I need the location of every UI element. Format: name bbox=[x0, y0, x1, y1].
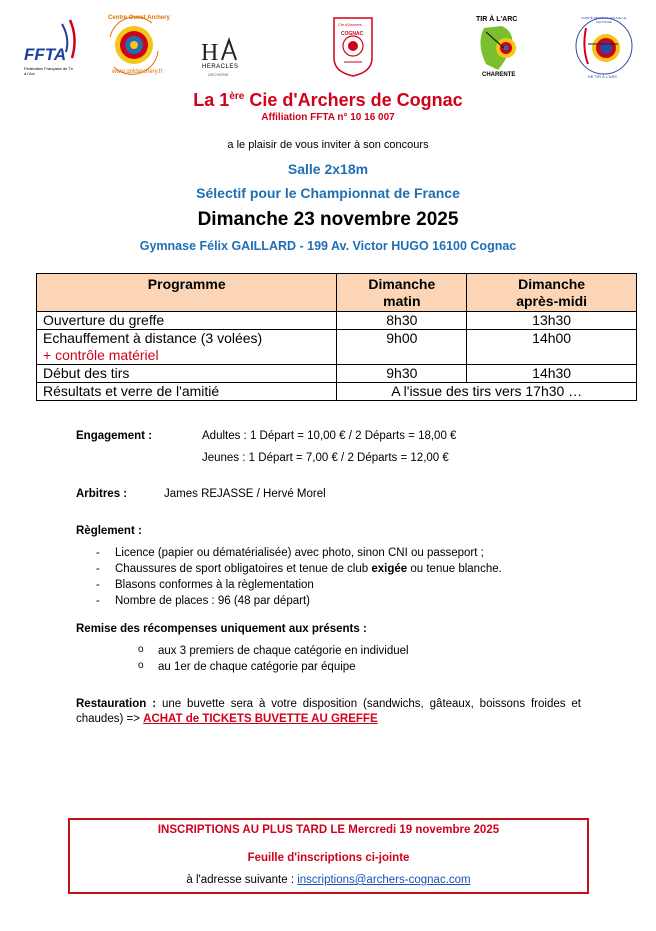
inscriptions-box bbox=[68, 818, 589, 894]
row-label-cell bbox=[37, 330, 337, 365]
logo-bar bbox=[0, 10, 656, 85]
reglement-label: Règlement : bbox=[76, 525, 142, 537]
inscriptions-address-label: à l'adresse suivante : bbox=[186, 874, 298, 886]
cognac-club-logo-name: Cie d'Archers bbox=[338, 22, 362, 27]
recompenses-label: Remise des récompenses uniquement aux présents : bbox=[76, 623, 367, 635]
inscriptions-email-link[interactable]: inscriptions@archers-cognac.com bbox=[297, 874, 471, 886]
comite-regional-logo bbox=[572, 12, 636, 80]
invitation-text: a le plaisir de vous inviter à son concours bbox=[227, 139, 429, 151]
header-aprem-line2: après-midi bbox=[516, 293, 588, 309]
title-suffix: Cie d'Archers de Cognac bbox=[244, 90, 463, 110]
reglement-list bbox=[96, 545, 502, 609]
arbitres-label: Arbitres : bbox=[76, 488, 128, 500]
table-row bbox=[37, 330, 637, 365]
arbitres-names: James REJASSE / Hervé Morel bbox=[164, 488, 326, 500]
row-aprem-time: 13h30 bbox=[467, 312, 637, 330]
championship-selective: Sélectif pour le Championnat de France bbox=[196, 185, 460, 201]
tir-charente-logo-name: TIR À L'ARC bbox=[476, 16, 518, 23]
title-superscript: ère bbox=[229, 91, 245, 102]
row-label: Echauffement à distance (3 volées) bbox=[43, 330, 263, 346]
list-item: o aux 3 premiers de chaque catégorie en individuel bbox=[138, 643, 409, 659]
header-programme-label: Programme bbox=[147, 276, 226, 292]
centre-ouest-logo bbox=[104, 15, 170, 77]
inscriptions-deadline: INSCRIPTIONS AU PLUS TARD LE Mercredi 19 novembre 2025 bbox=[157, 824, 500, 836]
heracles-logo-sub: ARCHERIE bbox=[208, 72, 229, 77]
comite-regional-logo-name: COMITÉ RÉGIONAL NOUVELLE-AQUITAINE bbox=[581, 16, 627, 24]
header-matin-line2: matin bbox=[383, 293, 421, 309]
row-matin-time: 9h30 bbox=[337, 365, 467, 383]
header-dimanche-apres-midi bbox=[467, 274, 637, 312]
table-row bbox=[37, 383, 637, 401]
title-prefix: La 1 bbox=[193, 90, 230, 110]
buvette-tickets-notice: ACHAT de TICKETS BUVETTE AU GREFFE bbox=[143, 713, 378, 725]
inscriptions-address-line bbox=[70, 874, 587, 886]
restauration-paragraph bbox=[76, 697, 581, 727]
header-aprem-line1: Dimanche bbox=[518, 276, 586, 292]
engagement-label: Engagement : bbox=[76, 430, 153, 442]
row-label: Résultats et verre de l'amitié bbox=[37, 383, 337, 401]
row-label: Ouverture du greffe bbox=[37, 312, 337, 330]
comite-regional-logo-sub: DE TIR À L'ARC bbox=[588, 74, 618, 79]
table-row bbox=[37, 312, 637, 330]
centre-ouest-logo-url: www.goldarchery.fr bbox=[112, 69, 163, 75]
row-aprem-time: 14h00 bbox=[467, 330, 637, 365]
ffta-logo bbox=[22, 18, 80, 80]
program-table-header-row bbox=[37, 274, 637, 312]
header-programme bbox=[37, 274, 337, 312]
competition-type: Salle 2x18m bbox=[287, 161, 369, 177]
page-title bbox=[0, 90, 656, 111]
row-merged-time: A l'issue des tirs vers 17h30 … bbox=[337, 383, 637, 401]
row-label: Début des tirs bbox=[37, 365, 337, 383]
affiliation-number: Affiliation FFTA n° 10 16 007 bbox=[261, 112, 395, 123]
restauration-label: Restauration : bbox=[76, 698, 157, 710]
cognac-club-logo-city: COGNAC bbox=[341, 31, 364, 37]
tir-charente-logo bbox=[468, 14, 528, 80]
list-item-text: Chaussures de sport obligatoires et tenue de club bbox=[115, 563, 372, 575]
cognac-club-logo bbox=[330, 14, 376, 78]
header-matin-line1: Dimanche bbox=[368, 276, 436, 292]
table-row bbox=[37, 365, 637, 383]
event-address: Gymnase Félix GAILLARD - 199 Av. Victor HUGO 16100 Cognac bbox=[139, 239, 517, 253]
list-item: - Nombre de places : 96 (48 par départ) bbox=[96, 593, 502, 609]
list-item-emphasis: exigée bbox=[371, 563, 408, 575]
engagement-jeunes: Jeunes : 1 Départ = 7,00 € / 2 Départs = 12,00 € bbox=[202, 452, 449, 464]
event-date: Dimanche 23 novembre 2025 bbox=[197, 209, 459, 230]
row-aprem-time: 14h30 bbox=[467, 365, 637, 383]
svg-text:H: H bbox=[201, 40, 219, 66]
header-dimanche-matin bbox=[337, 274, 467, 312]
centre-ouest-logo-text: Centre Ouest Archery bbox=[108, 15, 170, 21]
list-item: - Licence (papier ou dématérialisée) avec photo, sinon CNI ou passeport ; bbox=[96, 545, 502, 561]
engagement-adultes: Adultes : 1 Départ = 10,00 € / 2 Départs = 18,00 € bbox=[202, 430, 457, 442]
program-table bbox=[36, 273, 637, 401]
list-item: o au 1er de chaque catégorie par équipe bbox=[138, 659, 409, 675]
heracles-logo bbox=[192, 24, 248, 82]
row-matin-time: 9h00 bbox=[337, 330, 467, 365]
recompenses-list bbox=[138, 643, 409, 675]
svg-text:FFTA: FFTA bbox=[24, 45, 67, 64]
list-item: - Blasons conformes à la règlementation bbox=[96, 577, 502, 593]
row-label-extra: + contrôle matériel bbox=[43, 347, 159, 363]
list-item bbox=[96, 561, 502, 577]
list-item-text-end: ou tenue blanche. bbox=[407, 563, 502, 575]
row-matin-time: 8h30 bbox=[337, 312, 467, 330]
tir-charente-logo-sub: CHARENTE bbox=[482, 72, 516, 78]
heracles-logo-name: HERACLES bbox=[202, 64, 239, 70]
restauration-text: une buvette sera à votre disposition (sandwichs, gâteaux, boissons froides et chaudes) => bbox=[76, 698, 581, 725]
ffta-logo-subtitle: Fédération Française de Tir à l'Arc bbox=[24, 66, 73, 76]
inscriptions-form-note: Feuille d'inscriptions ci-jointe bbox=[247, 852, 410, 864]
